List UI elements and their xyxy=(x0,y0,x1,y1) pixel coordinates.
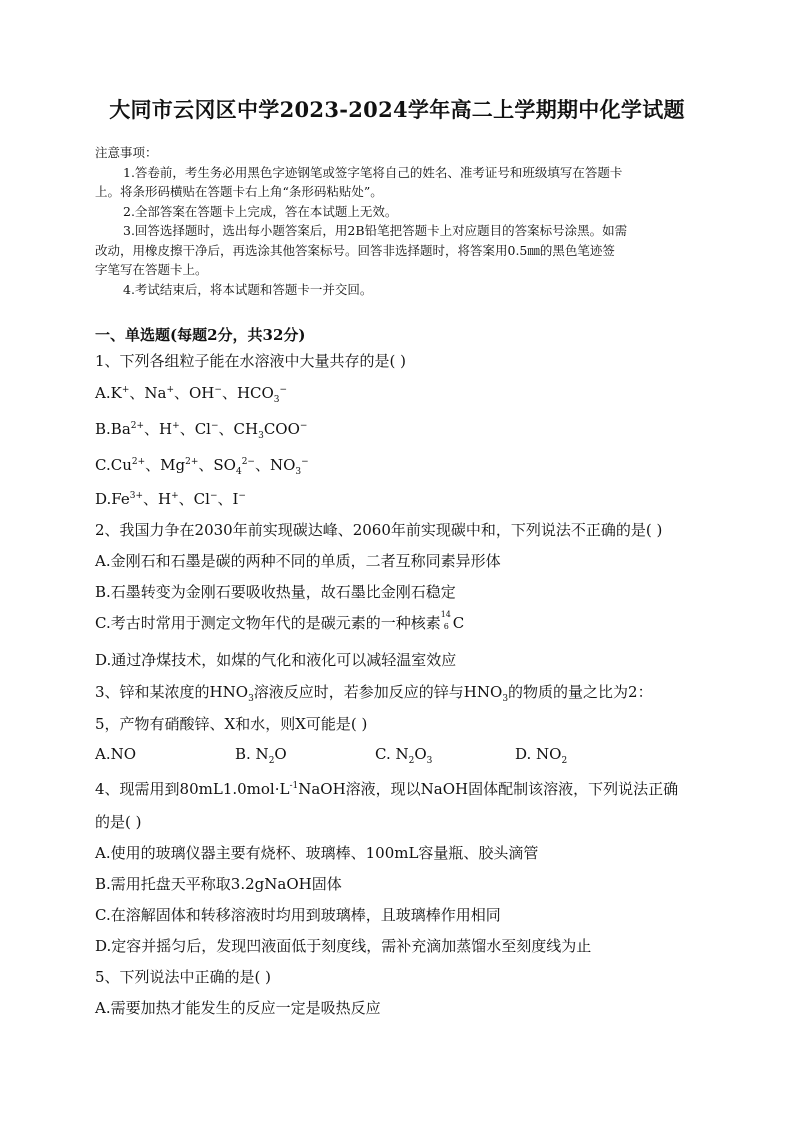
note-4: 4.考试结束后，将本试题和答题卡一并交回。 xyxy=(123,281,373,297)
q4-option-a: A.使用的玻璃仪器主要有烧杯、玻璃棒、100mL容量瓶、胶头滴管 xyxy=(95,844,539,862)
q5-option-a: A.需要加热才能发生的反应一定是吸热反应 xyxy=(95,999,381,1017)
q1-option-d: $D.Fe^{3+}$、H+、Cl−、I− xyxy=(95,490,246,508)
q5-stem: 5、下列说法中正确的是( ) xyxy=(95,968,272,986)
q3-option-a: A.NO xyxy=(95,745,137,763)
q2-option-b: B.石墨转变为金刚石要吸收热量，故石墨比金刚石稳定 xyxy=(95,583,456,601)
q4-stem-line2: 的是( ) xyxy=(95,813,142,831)
q1-option-c: $C.Cu^{2+}$、$Mg^{2+}$、$SO_4^{2-}$、$NO_3^-$ xyxy=(95,456,309,477)
note-2: 2.全部答案在答题卡上完成，答在本试题上无效。 xyxy=(123,203,398,219)
q4-stem-line1: 4、现需用到$80mL1.0mol\cdot L^{-1}NaOH$溶液，现以NaOH固体配制该溶液，下列说法正确 xyxy=(95,780,679,798)
nuclide-symbol: 14 6 xyxy=(440,610,451,631)
note-3a: 3.回答选择题时，选出每小题答案后，用2B铅笔把答题卡上对应题目的答案标号涂黑。如需 xyxy=(123,223,628,238)
q3-option-b: B. $N_2O$ xyxy=(235,745,287,766)
notes-heading: 注意事项： xyxy=(95,145,158,160)
note-1b: 上。将条形码横贴在答题卡右上角“条形码粘贴处”。 xyxy=(95,184,383,199)
q3-option-d: D. $NO_2$ xyxy=(515,745,568,766)
q2-option-c: C.考古时常用于测定文物年代的是碳元素的一种核素 14 6 C xyxy=(95,610,465,632)
exam-notes xyxy=(95,143,695,299)
section-heading: 一、单选题(每题2分，共32分) xyxy=(95,326,306,344)
q2-option-d: D.通过净煤技术，如煤的气化和液化可以减轻温室效应 xyxy=(95,651,457,669)
q3-options xyxy=(95,745,705,766)
exam-title: 大同市云冈区中学2023-2024学年高二上学期期中化学试题 xyxy=(109,97,685,122)
q3-stem-line2: 5，产物有硝酸锌、X和水，则X可能是( ) xyxy=(95,715,368,733)
q4-option-d: D.定容并摇匀后，发现凹液面低于刻度线，需补充滴加蒸馏水至刻度线为止 xyxy=(95,937,592,955)
q2-stem: 2、我国力争在2030年前实现碳达峰、2060年前实现碳中和，下列说法不正确的是( ) xyxy=(95,521,663,539)
q1-stem: 1、下列各组粒子能在水溶液中大量共存的是( ) xyxy=(95,352,407,370)
q3-stem-line1: 3、锌和某浓度的$HNO_3$溶液反应时，若参加反应的锌与$HNO_3$的物质的量之比为2： xyxy=(95,683,653,704)
q4-option-c: C.在溶解固体和转移溶液时均用到玻璃棒，且玻璃棒作用相同 xyxy=(95,906,501,924)
note-1a: 1.答卷前，考生务必用黑色字迹钢笔或签字笔将自己的姓名、准考证号和班级填写在答题卡 xyxy=(123,164,623,180)
note-3b: 改动，用橡皮擦干净后，再选涂其他答案标号。回答非选择题时，将答案用0.5㎜的黑色笔迹签 xyxy=(95,242,615,258)
q1-option-a: A.K+、Na+、OH−、$HCO_3^-$ xyxy=(95,384,288,405)
q1-option-b: $B.Ba^{2+}$、H+、Cl−、$CH_3COO^-$ xyxy=(95,420,308,441)
q3-option-c: C. $N_2O_3$ xyxy=(375,745,433,766)
q4-option-b: B.需用托盘天平称取3.2gNaOH固体 xyxy=(95,875,342,893)
note-3c: 字笔写在答题卡上。 xyxy=(95,262,208,277)
q2-option-a: A.金刚石和石墨是碳的两种不同的单质，二者互称同素异形体 xyxy=(95,552,501,570)
